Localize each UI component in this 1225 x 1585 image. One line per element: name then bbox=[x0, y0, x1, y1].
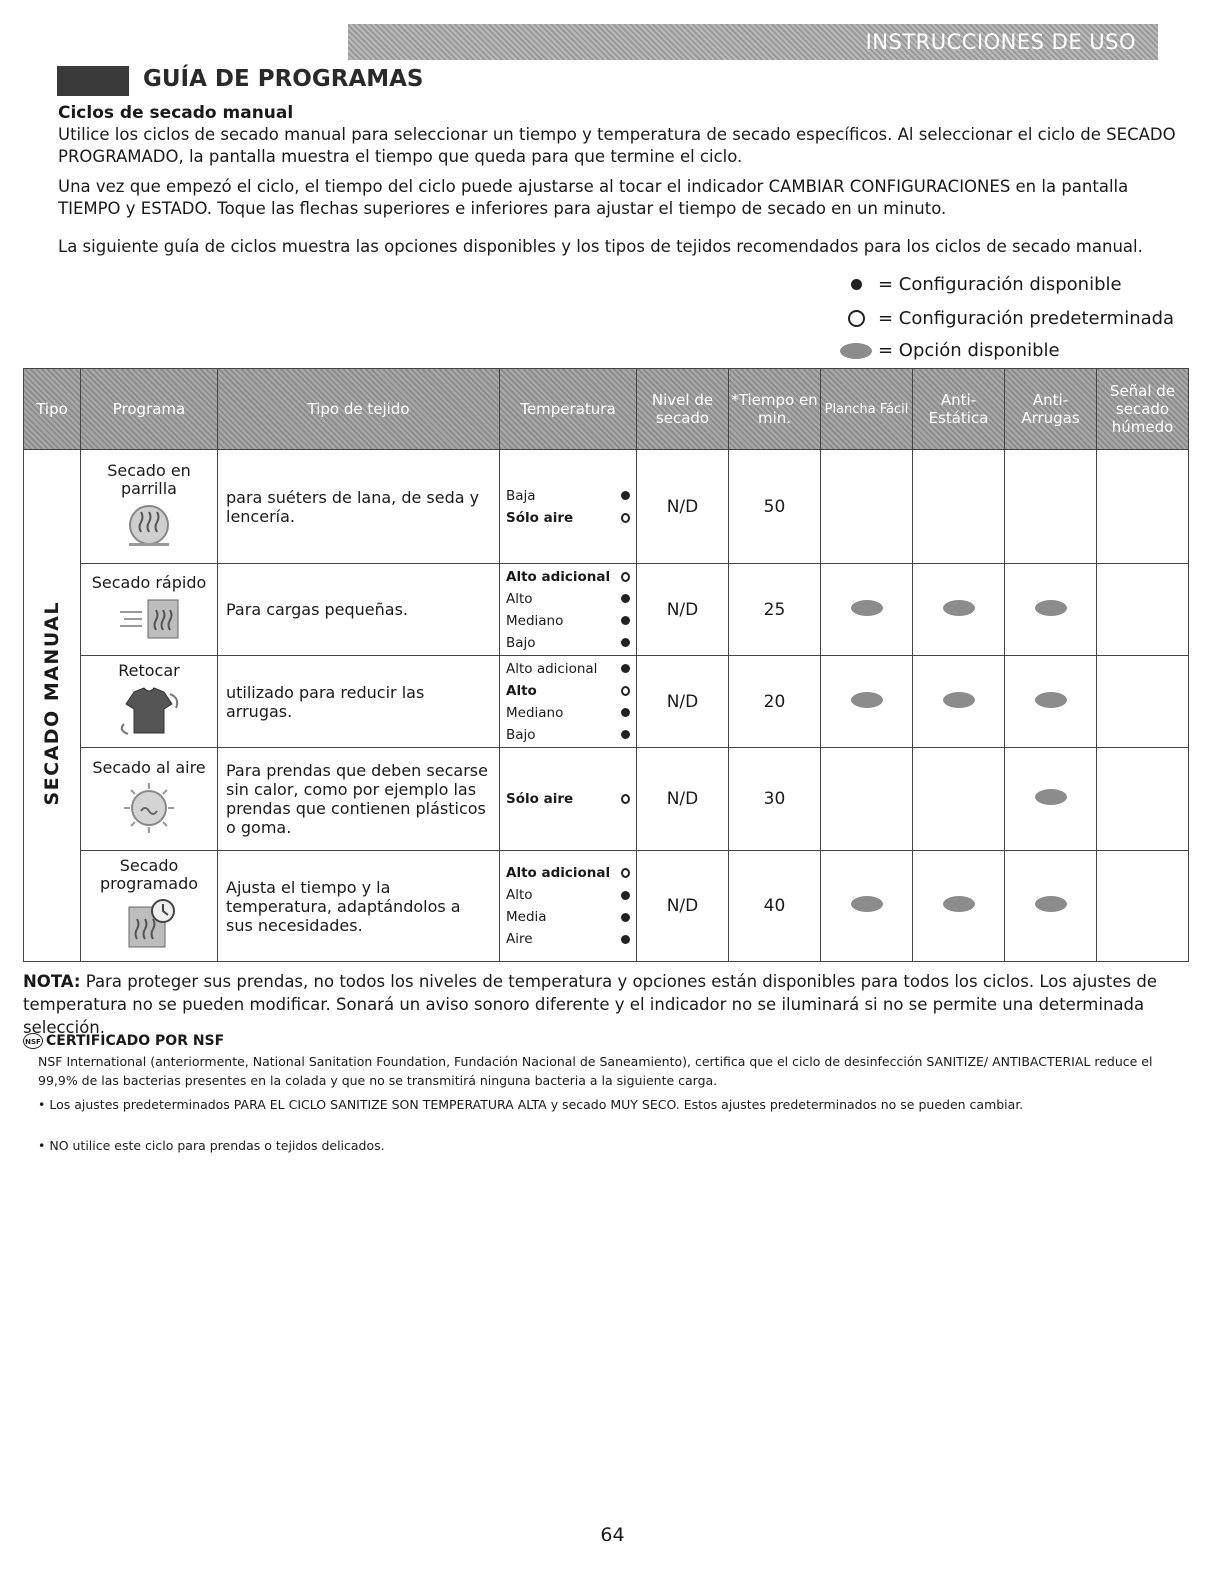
header-tejido: Tipo de tejido bbox=[218, 369, 500, 450]
temperature-label: Mediano bbox=[506, 704, 564, 721]
dry-level-cell: N/D bbox=[637, 564, 729, 656]
temperature-label: Sólo aire bbox=[506, 509, 574, 526]
program-name: Secado al aire bbox=[92, 758, 206, 777]
option-available-icon bbox=[1035, 692, 1067, 708]
intro-paragraph-3: La siguiente guía de ciclos muestra las opciones disponibles y los tipos de tejidos recomendados para los ciclos de secado manual. bbox=[58, 237, 1143, 256]
legend-default: = Configuración predeterminada bbox=[838, 308, 1174, 329]
option-available-icon bbox=[851, 600, 883, 616]
fabric-cell: para suéters de lana, de seda y lencería. bbox=[218, 450, 500, 564]
temperature-option bbox=[506, 906, 630, 928]
quick-dry-icon bbox=[81, 596, 217, 646]
temperature-option bbox=[506, 507, 630, 529]
temperature-option bbox=[506, 680, 630, 702]
temperature-label: Baja bbox=[506, 487, 536, 504]
nsf-bullet-2: • NO utilice este ciclo para prendas o tejidos delicados. bbox=[38, 1138, 385, 1153]
time-cell: 50 bbox=[729, 450, 821, 564]
option-antiarrugas-cell bbox=[1005, 450, 1097, 564]
table-row bbox=[24, 564, 1189, 656]
intro-paragraph-1: Utilice los ciclos de secado manual para seleccionar un tiempo y temperatura de secado específicos. Al seleccionar el ciclo de SECADO PROGRAMADO, la pantalla muestra el tiempo que queda para que termine el ciclo. bbox=[58, 125, 1176, 166]
temperature-option bbox=[506, 485, 630, 507]
tipo-cell bbox=[24, 450, 81, 962]
temperature-label: Alto bbox=[506, 887, 533, 903]
program-guide-table bbox=[23, 368, 1189, 962]
header-programa: Programa bbox=[81, 369, 218, 450]
nsf-title: CERTIFICADO POR NSF bbox=[46, 1033, 225, 1049]
filled-dot-icon bbox=[621, 664, 630, 673]
nsf-bullet-1: • Los ajustes predeterminados PARA EL CICLO SANITIZE SON TEMPERATURA ALTA y secado MUY SECO. Estos ajustes predeterminados no se pueden cambiar. bbox=[38, 1097, 1024, 1112]
filled-dot-icon bbox=[621, 638, 630, 647]
temperature-cell bbox=[500, 748, 637, 851]
page-title: GUÍA DE PROGRAMAS bbox=[143, 66, 424, 92]
temperature-option bbox=[506, 862, 630, 884]
option-available-icon bbox=[943, 692, 975, 708]
dry-level-cell: N/D bbox=[637, 656, 729, 748]
temperature-label: Alto bbox=[506, 682, 537, 699]
option-antiarrugas-cell bbox=[1005, 564, 1097, 656]
open-circle-icon bbox=[621, 572, 630, 582]
temperature-option bbox=[506, 610, 630, 632]
time-cell: 30 bbox=[729, 748, 821, 851]
temperature-cell bbox=[500, 851, 637, 962]
option-available-icon bbox=[943, 896, 975, 912]
program-cell bbox=[81, 564, 218, 656]
option-available-icon bbox=[851, 692, 883, 708]
dry-level-cell: N/D bbox=[637, 748, 729, 851]
title-marker bbox=[57, 66, 129, 96]
open-circle-icon bbox=[621, 513, 630, 523]
temperature-label: Alto adicional bbox=[506, 568, 611, 585]
header-tiempo: *Tiempo en min. bbox=[729, 369, 821, 450]
temperature-label: Alto adicional bbox=[506, 865, 611, 881]
option-available-icon bbox=[943, 600, 975, 616]
rack-dry-icon bbox=[81, 502, 217, 552]
fabric-cell: Ajusta el tiempo y la temperatura, adaptándolos a sus necesidades. bbox=[218, 851, 500, 962]
time-cell: 20 bbox=[729, 656, 821, 748]
timed-dry-icon bbox=[81, 897, 217, 955]
temperature-option bbox=[506, 632, 630, 654]
note-label: NOTA: bbox=[23, 972, 81, 991]
table-row bbox=[24, 851, 1189, 962]
temperature-option bbox=[506, 884, 630, 906]
filled-dot-icon bbox=[621, 935, 630, 944]
temperature-option bbox=[506, 588, 630, 610]
option-available-icon bbox=[851, 896, 883, 912]
header-antiarrugas: Anti-Arrugas bbox=[1005, 369, 1097, 450]
fabric-cell: Para cargas pequeñas. bbox=[218, 564, 500, 656]
filled-dot-icon bbox=[621, 708, 630, 717]
section-banner bbox=[348, 24, 1158, 60]
air-dry-icon bbox=[81, 781, 217, 839]
temperature-option bbox=[506, 566, 630, 588]
filled-dot-icon bbox=[621, 616, 630, 625]
header-tipo: Tipo bbox=[24, 369, 81, 450]
option-senal-cell bbox=[1097, 851, 1189, 962]
program-name: Secado programado bbox=[99, 856, 199, 893]
open-circle-icon bbox=[621, 686, 630, 696]
option-senal-cell bbox=[1097, 656, 1189, 748]
shirt-icon bbox=[81, 684, 217, 742]
temperature-label: Sólo aire bbox=[506, 791, 574, 807]
page-number: 64 bbox=[600, 1524, 625, 1546]
intro-paragraph-2: Una vez que empezó el ciclo, el tiempo del ciclo puede ajustarse al tocar el indicador CAMBIAR CONFIGURACIONES en la pantalla TIEMPO y ESTADO. Toque las flechas superiores e inferiores para ajustar el tiempo de secado en un minuto. bbox=[58, 177, 1129, 218]
fabric-cell: Para prendas que deben secarse sin calor, como por ejemplo las prendas que contienen plásticos o goma. bbox=[218, 748, 500, 851]
banner-text: INSTRUCCIONES DE USO bbox=[865, 30, 1136, 54]
table-row bbox=[24, 656, 1189, 748]
table-row bbox=[24, 450, 1189, 564]
dry-level-cell: N/D bbox=[637, 450, 729, 564]
option-senal-cell bbox=[1097, 748, 1189, 851]
tipo-label: SECADO MANUAL bbox=[41, 601, 63, 806]
filled-dot-icon bbox=[851, 279, 862, 290]
temperature-label: Alto bbox=[506, 590, 533, 607]
temperature-label: Mediano bbox=[506, 612, 564, 629]
table-header-row bbox=[24, 369, 1189, 450]
option-antiestatica-cell bbox=[913, 656, 1005, 748]
temperature-label: Bajo bbox=[506, 634, 536, 651]
option-antiestatica-cell bbox=[913, 851, 1005, 962]
program-name: Secado rápido bbox=[91, 572, 207, 592]
time-cell: 25 bbox=[729, 564, 821, 656]
filled-dot-icon bbox=[621, 730, 630, 739]
temperature-label: Bajo bbox=[506, 726, 536, 743]
legend-option: = Opción disponible bbox=[838, 340, 1060, 361]
filled-dot-icon bbox=[621, 491, 630, 500]
temperature-option bbox=[506, 658, 630, 680]
option-antiestatica-cell bbox=[913, 748, 1005, 851]
note-text: Para proteger sus prendas, no todos los niveles de temperatura y opciones están disponibles para todos los ciclos. Los ajustes de temperatura no se pueden modificar. Sonará un aviso sonoro diferente y el indicador no se iluminará si no se permite una determinada selección. bbox=[23, 972, 1158, 1037]
option-plancha-cell bbox=[821, 656, 913, 748]
option-senal-cell bbox=[1097, 450, 1189, 564]
temperature-option bbox=[506, 702, 630, 724]
nsf-heading bbox=[23, 1033, 224, 1049]
open-circle-icon bbox=[621, 794, 630, 804]
option-plancha-cell bbox=[821, 851, 913, 962]
header-nivel: Nivel de secado bbox=[637, 369, 729, 450]
header-antiestatica: Anti-Estática bbox=[913, 369, 1005, 450]
option-plancha-cell bbox=[821, 450, 913, 564]
option-antiarrugas-cell bbox=[1005, 656, 1097, 748]
program-cell bbox=[81, 748, 218, 851]
temperature-cell bbox=[500, 656, 637, 748]
header-plancha: Plancha Fácil bbox=[821, 369, 913, 450]
option-antiestatica-cell bbox=[913, 564, 1005, 656]
nsf-description: NSF International (anteriormente, National Sanitation Foundation, Fundación Nacional de Saneamiento), certifica que el ciclo de desinfección SANITIZE/ ANTIBACTERIAL reduce el 99,9% de las bacterias presentes en la colada y que no se transmitirá ninguna bacteria a la siguiente carga. bbox=[38, 1054, 1153, 1088]
program-cell bbox=[81, 851, 218, 962]
temperature-cell bbox=[500, 450, 637, 564]
legend-available: = Configuración disponible bbox=[838, 274, 1122, 295]
header-temperatura: Temperatura bbox=[500, 369, 637, 450]
option-antiarrugas-cell bbox=[1005, 851, 1097, 962]
fabric-cell: utilizado para reducir las arrugas. bbox=[218, 656, 500, 748]
temperature-cell bbox=[500, 564, 637, 656]
nsf-logo-icon: NSF bbox=[23, 1033, 43, 1049]
gray-oval-icon bbox=[840, 343, 872, 359]
filled-dot-icon bbox=[621, 891, 630, 900]
table-row bbox=[24, 748, 1189, 851]
note bbox=[23, 970, 1188, 1039]
program-name: Secado en parrilla bbox=[107, 460, 191, 498]
temperature-label: Media bbox=[506, 909, 547, 925]
option-plancha-cell bbox=[821, 748, 913, 851]
option-senal-cell bbox=[1097, 564, 1189, 656]
temperature-label: Alto adicional bbox=[506, 660, 598, 677]
temperature-option bbox=[506, 788, 630, 810]
program-name: Retocar bbox=[118, 660, 180, 680]
temperature-option bbox=[506, 724, 630, 746]
program-cell bbox=[81, 450, 218, 564]
temperature-label: Aire bbox=[506, 931, 533, 947]
option-available-icon bbox=[1035, 600, 1067, 616]
option-antiarrugas-cell bbox=[1005, 748, 1097, 851]
dry-level-cell: N/D bbox=[637, 851, 729, 962]
open-circle-icon bbox=[621, 868, 630, 878]
section-subtitle: Ciclos de secado manual bbox=[58, 103, 294, 123]
option-antiestatica-cell bbox=[913, 450, 1005, 564]
temperature-option bbox=[506, 928, 630, 950]
option-plancha-cell bbox=[821, 564, 913, 656]
program-cell bbox=[81, 656, 218, 748]
option-available-icon bbox=[1035, 789, 1067, 805]
option-available-icon bbox=[1035, 896, 1067, 912]
time-cell: 40 bbox=[729, 851, 821, 962]
filled-dot-icon bbox=[621, 594, 630, 603]
header-senal: Señal de secado húmedo bbox=[1097, 369, 1189, 450]
open-circle-icon bbox=[848, 310, 865, 327]
filled-dot-icon bbox=[621, 913, 630, 922]
